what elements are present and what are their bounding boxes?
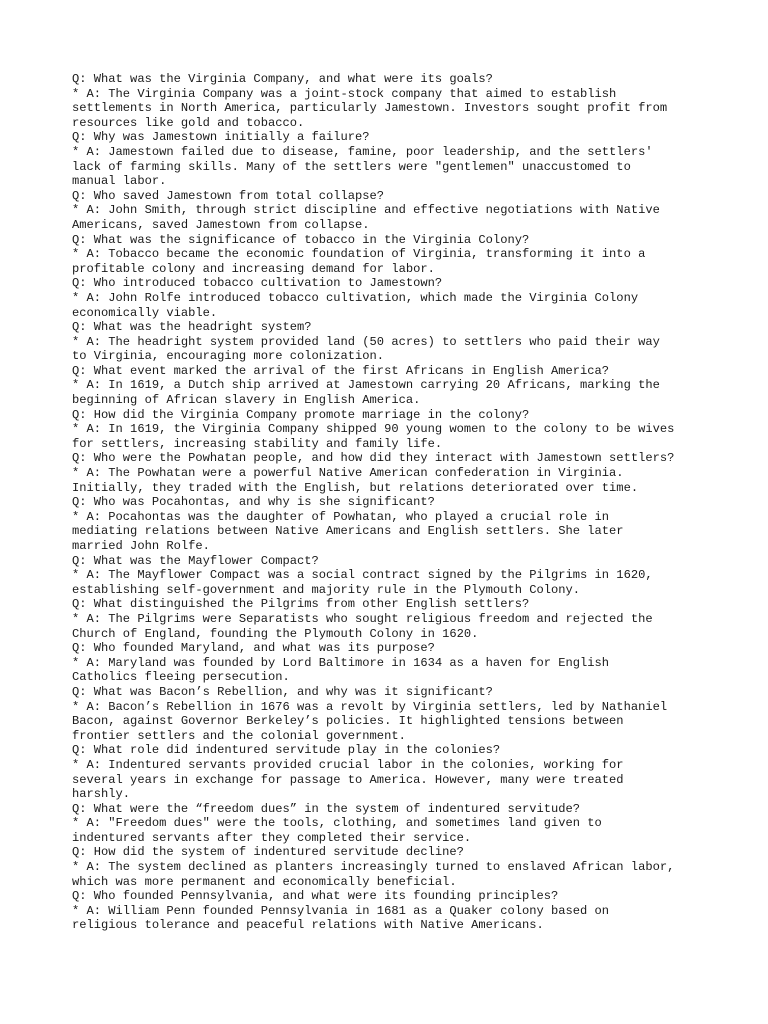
answer-line: profitable colony and increasing demand for labor. xyxy=(72,261,435,276)
answer-line: * A: Indentured servants provided crucial labor in the colonies, working for xyxy=(72,757,624,772)
question-line: Q: What was the headright system? xyxy=(72,320,312,335)
question-line: Q: What distinguished the Pilgrims from other English settlers? xyxy=(72,597,530,612)
question-line: Q: What was the significance of tobacco in the Virginia Colony? xyxy=(72,232,530,247)
answer-line: frontier settlers and the colonial government. xyxy=(72,728,406,743)
answer-line: mediating relations between Native Americans and English settlers. She later xyxy=(72,524,624,539)
answer-line: * A: In 1619, the Virginia Company shipped 90 young women to the colony to be wives xyxy=(72,422,675,437)
answer-line: to Virginia, encouraging more colonization. xyxy=(72,349,385,364)
question-line: Q: What was Bacon’s Rebellion, and why was it significant? xyxy=(72,684,493,699)
answer-line: * A: The system declined as planters increasingly turned to enslaved African labor, xyxy=(72,860,675,875)
answer-line: * A: Maryland was founded by Lord Baltimore in 1634 as a haven for English xyxy=(72,655,610,670)
answer-line: * A: John Smith, through strict discipline and effective negotiations with Native xyxy=(72,203,660,218)
answer-line: Initially, they traded with the English, but relations deteriorated over time. xyxy=(72,480,639,495)
answer-line: * A: The headright system provided land (50 acres) to settlers who paid their way xyxy=(72,334,660,349)
question-line: Q: Who founded Pennsylvania, and what were its founding principles? xyxy=(72,889,559,904)
answer-line: establishing self-government and majority rule in the Plymouth Colony. xyxy=(72,582,581,597)
question-line: Q: Who introduced tobacco cultivation to Jamestown? xyxy=(72,276,443,291)
answer-line: * A: "Freedom dues" were the tools, clothing, and sometimes land given to xyxy=(72,816,602,831)
question-line: Q: Who saved Jamestown from total collapse? xyxy=(72,188,385,203)
answer-line: * A: Tobacco became the economic foundation of Virginia, transforming it into a xyxy=(72,247,646,262)
answer-line: Church of England, founding the Plymouth Colony in 1620. xyxy=(72,626,479,641)
answer-line: lack of farming skills. Many of the settlers were "gentlemen" unaccustomed to xyxy=(72,159,631,174)
answer-line: * A: In 1619, a Dutch ship arrived at Jamestown carrying 20 Africans, marking the xyxy=(72,378,660,393)
answer-line: Americans, saved Jamestown from collapse. xyxy=(72,217,370,232)
answer-line: settlements in North America, particularly Jamestown. Investors sought profit from xyxy=(72,101,668,116)
answer-line: * A: Pocahontas was the daughter of Powhatan, who played a crucial role in xyxy=(72,509,610,524)
answer-line: * A: John Rolfe introduced tobacco cultivation, which made the Virginia Colony xyxy=(72,290,639,305)
answer-line: * A: The Powhatan were a powerful Native American confederation in Virginia. xyxy=(72,466,624,481)
answer-line: * A: Bacon’s Rebellion in 1676 was a revolt by Virginia settlers, led by Nathaniel xyxy=(72,699,668,714)
question-line: Q: Who founded Maryland, and what was its purpose? xyxy=(72,641,435,656)
answer-line: religious tolerance and peaceful relations with Native Americans. xyxy=(72,918,544,933)
answer-line: married John Rolfe. xyxy=(72,539,210,553)
answer-line: several years in exchange for passage to America. However, many were treated xyxy=(72,772,624,787)
answer-line: indentured servants after they completed their service. xyxy=(72,830,472,845)
answer-line: manual labor. xyxy=(72,174,167,189)
answer-line: * A: The Virginia Company was a joint-stock company that aimed to establish xyxy=(72,86,617,101)
question-line: Q: What was the Mayflower Compact? xyxy=(72,553,319,568)
answer-line: Catholics fleeing persecution. xyxy=(72,670,290,685)
answer-line: for settlers, increasing stability and family life. xyxy=(72,436,443,451)
question-line: Q: What role did indentured servitude play in the colonies? xyxy=(72,743,501,758)
answer-line: which was more permanent and economically beneficial. xyxy=(72,874,457,889)
question-line: Q: What was the Virginia Company, and what were its goals? xyxy=(72,72,493,86)
question-line: Q: What event marked the arrival of the first Africans in English America? xyxy=(72,363,610,378)
question-line: Q: Why was Jamestown initially a failure? xyxy=(72,130,370,145)
answer-line: * A: Jamestown failed due to disease, famine, poor leadership, and the settlers' xyxy=(72,144,653,159)
answer-line: * A: The Pilgrims were Separatists who sought religious freedom and rejected the xyxy=(72,611,653,626)
question-line: Q: Who was Pocahontas, and why is she significant? xyxy=(72,495,435,510)
document-page xyxy=(72,72,712,933)
answer-line: economically viable. xyxy=(72,305,218,320)
question-line: Q: Who were the Powhatan people, and how did they interact with Jamestown settlers? xyxy=(72,451,675,466)
question-line: Q: How did the Virginia Company promote marriage in the colony? xyxy=(72,407,530,422)
answer-line: * A: William Penn founded Pennsylvania in 1681 as a Quaker colony based on xyxy=(72,903,610,918)
answer-line: Bacon, against Governor Berkeley’s policies. It highlighted tensions between xyxy=(72,714,624,729)
answer-line: resources like gold and tobacco. xyxy=(72,115,305,130)
answer-line: harshly. xyxy=(72,787,131,802)
answer-line: * A: The Mayflower Compact was a social contract signed by the Pilgrims in 1620, xyxy=(72,568,653,583)
answer-line: beginning of African slavery in English America. xyxy=(72,393,421,408)
question-line: Q: What were the “freedom dues” in the system of indentured servitude? xyxy=(72,801,581,816)
question-line: Q: How did the system of indentured servitude decline? xyxy=(72,845,464,860)
